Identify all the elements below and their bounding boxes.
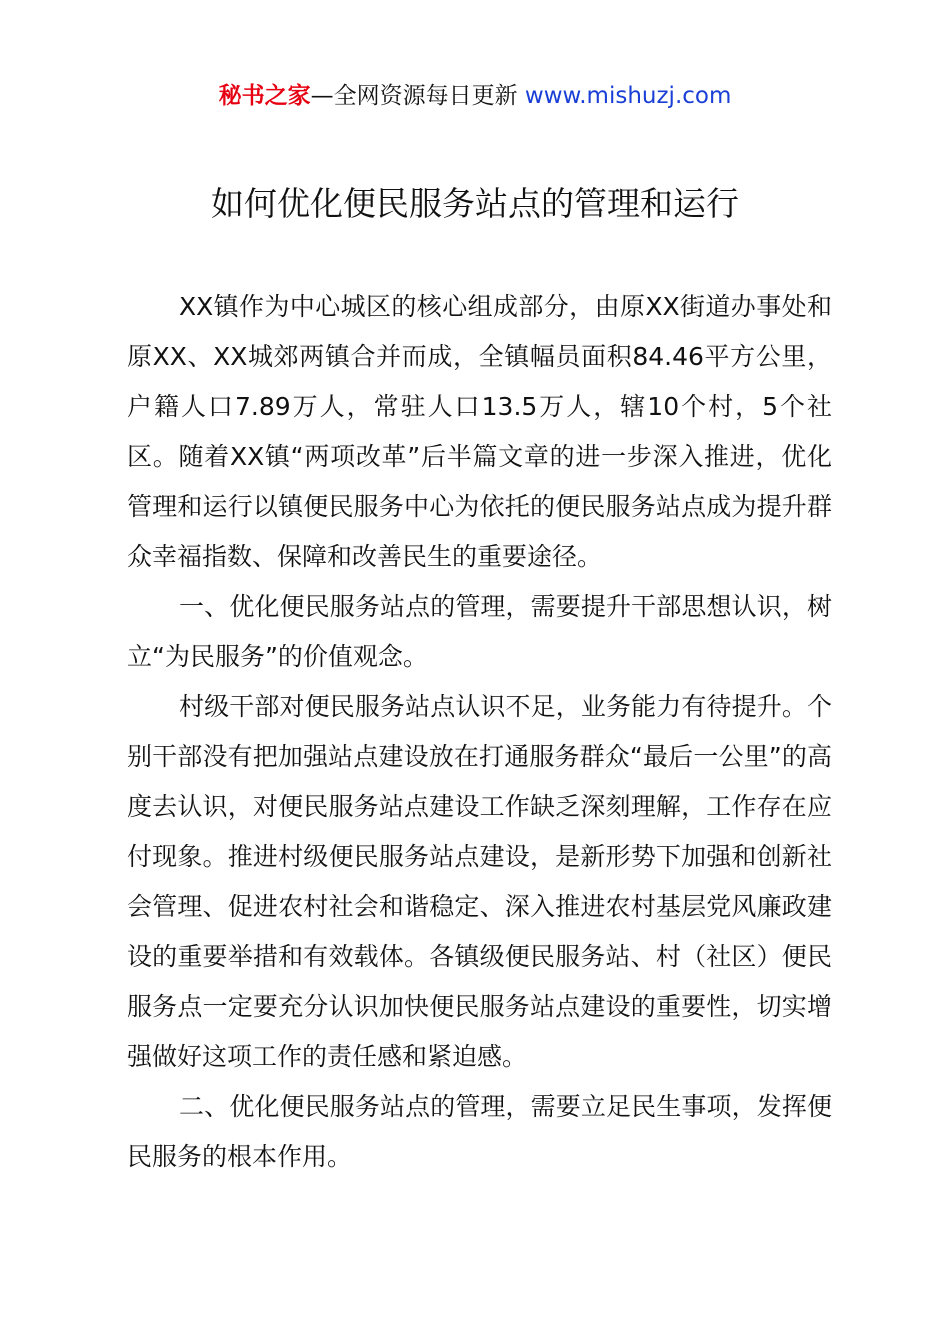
section-heading-2: 二、优化便民服务站点的管理，需要立足民生事项，发挥便民服务的根本作用。 <box>127 1092 832 1171</box>
body-paragraph: 村级干部对便民服务站点认识不足，业务能力有待提升。个别干部没有把加强站点建设放在打通服务群众“最后一公里”的高度去认识，对便民服务站点建设工作缺乏深刻理解，工作存在应付现象。推进村级便民服务站点建设，是新形势下加强和创新社会管理、促进农村社会和谐稳定、深入推进农村基层党风廉政建设的重要举措和有效载体。各镇级便民服务站、村（社区）便民服务点一定要充分认识加快便民服务站点建设的重要性，切实增强做好这项工作的责任感和紧迫感。 <box>127 692 832 1071</box>
document-body <box>127 282 832 1182</box>
document-title: 如何优化便民服务站点的管理和运行 <box>211 184 739 223</box>
section-heading-1: 一、优化便民服务站点的管理，需要提升干部思想认识，树立“为民服务”的价值观念。 <box>127 592 832 671</box>
intro-paragraph: XX镇作为中心城区的核心组成部分，由原XX街道办事处和原XX、XX城郊两镇合并而成，全镇幅员面积84.46平方公里，户籍人口7.89万人，常驻人口13.5万人，辖10个村，5个社区。随着XX镇“两项改革”后半篇文章的进一步深入推进，优化管理和运行以镇便民服务中心为依托的便民服务站点成为提升群众幸福指数、保障和改善民生的重要途径。 <box>127 292 832 571</box>
site-url-link[interactable]: www.mishuzj.com <box>524 83 732 109</box>
banner-tagline: —全网资源每日更新 <box>310 83 518 109</box>
brand-name: 秘书之家 <box>218 83 311 109</box>
site-banner <box>0 80 950 112</box>
